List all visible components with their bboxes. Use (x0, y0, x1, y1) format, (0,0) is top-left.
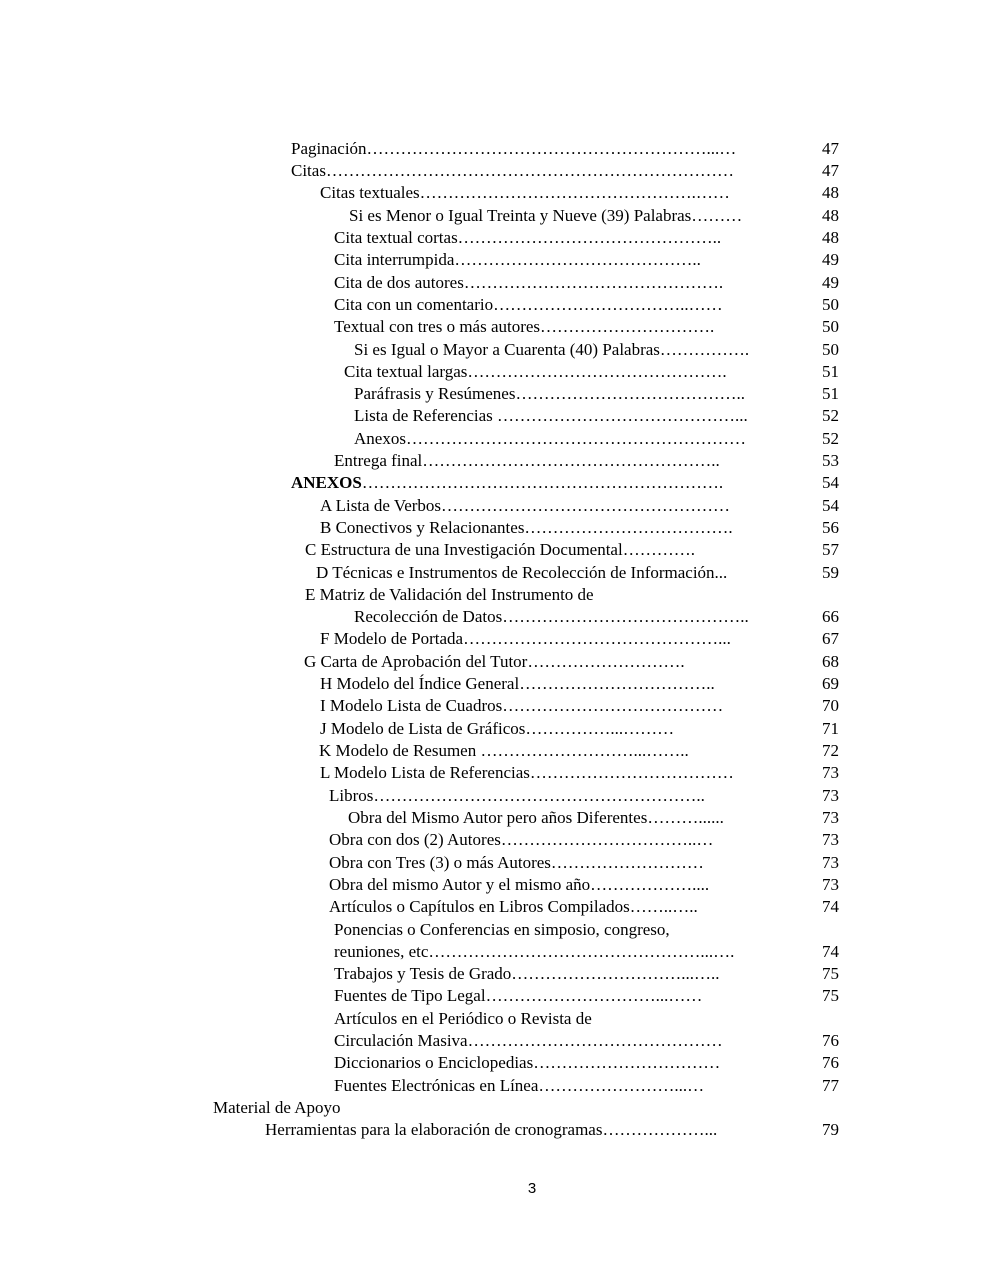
toc-entry-page: 53 (822, 451, 839, 470)
toc-entry-page: 50 (822, 317, 839, 336)
toc-entry (291, 161, 734, 181)
toc-entry-page: 47 (822, 139, 839, 158)
toc-entry (349, 206, 742, 226)
toc-entry (334, 451, 720, 471)
toc-entry-title: ANEXOS (291, 473, 362, 492)
toc-entry-page: 75 (822, 986, 839, 1005)
toc-entry-title: Recolección de Datos…………………………………….. (354, 607, 749, 626)
toc-entry-page: 74 (822, 897, 839, 916)
toc-entry-page: 68 (822, 652, 839, 671)
toc-entry (334, 250, 701, 270)
toc-entry-page: 47 (822, 161, 839, 180)
toc-entry-page: 54 (822, 496, 839, 515)
toc-entry-title: Artículos o Capítulos en Libros Compilados……..….. (329, 897, 698, 916)
toc-entry-page: 54 (822, 473, 839, 492)
toc-entry-page: 69 (822, 674, 839, 693)
toc-entry (320, 763, 734, 783)
toc-entry (316, 563, 727, 583)
toc-entry-title: J Modelo de Lista de Gráficos……………...……… (320, 719, 675, 738)
toc-entry-title: Ponencias o Conferencias en simposio, congreso, (334, 920, 670, 939)
toc-entry-page: 71 (822, 719, 839, 738)
toc-entry-title: Cita con un comentario……………………………..…… (334, 295, 723, 314)
toc-entry-page: 73 (822, 808, 839, 827)
toc-entry (320, 629, 731, 649)
toc-entry-title: Cita de dos autores………………………………………. (334, 273, 724, 292)
toc-entry-title: Si es Menor o Igual Treinta y Nueve (39) Palabras……… (349, 206, 743, 225)
toc-entry-title: Obra del mismo Autor y el mismo año……………….... (329, 875, 710, 894)
toc-entry-page: 73 (822, 875, 839, 894)
toc-entry-title: Obra con dos (2) Autores……………………………..… (329, 830, 714, 849)
toc-entry (265, 1120, 717, 1140)
toc-entry (320, 696, 723, 716)
toc-entry (334, 228, 721, 248)
toc-entry (334, 942, 734, 962)
toc-entry-page: 49 (822, 273, 839, 292)
toc-entry-page: 73 (822, 853, 839, 872)
toc-entry (213, 1098, 340, 1118)
toc-entry-page: 51 (822, 362, 839, 381)
toc-entry (329, 786, 705, 806)
toc-entry-title: Obra del Mismo Autor pero años Diferentes………...... (348, 808, 724, 827)
toc-entry (320, 496, 730, 516)
toc-entry (304, 652, 685, 672)
toc-entry-page: 57 (822, 540, 839, 559)
toc-entry-title: Entrega final…………………………………………….. (334, 451, 720, 470)
toc-entry-title: A Lista de Verbos…………………………………………… (320, 496, 731, 515)
toc-entry (320, 719, 674, 739)
toc-entry-page: 74 (822, 942, 839, 961)
toc-entry-title: Cita interrumpida…………………………………….. (334, 250, 701, 269)
toc-entry (334, 964, 720, 984)
toc-entry (354, 384, 745, 404)
toc-entry-title: Cita textual cortas……………………………………….. (334, 228, 722, 247)
toc-entry-title: Fuentes de Tipo Legal…………………………...…… (334, 986, 703, 1005)
toc-entry-page: 52 (822, 406, 839, 425)
toc-entry-page: 50 (822, 340, 839, 359)
toc-entry (329, 830, 713, 850)
toc-entry-title: Paginación……………………………………………………...… (291, 139, 737, 158)
toc-entry-page: 73 (822, 786, 839, 805)
toc-entry-page: 48 (822, 206, 839, 225)
toc-entry (354, 406, 748, 426)
toc-entry-page: 76 (822, 1031, 839, 1050)
toc-entry-title: Si es Igual o Mayor a Cuarenta (40) Palabras……………. (354, 340, 750, 359)
toc-entry-title: Libros………………………………………………….. (329, 786, 705, 805)
toc-entry-page: 76 (822, 1053, 839, 1072)
toc-entry-title: I Modelo Lista de Cuadros………………………………… (320, 696, 724, 715)
toc-entry-title: Diccionarios o Enciclopedias…………………………… (334, 1053, 721, 1072)
toc-entry (334, 986, 702, 1006)
page-number: 3 (527, 1180, 537, 1197)
toc-entry-page: 70 (822, 696, 839, 715)
toc-entry (305, 540, 695, 560)
toc-entry-page: 66 (822, 607, 839, 626)
toc-entry (344, 362, 727, 382)
toc-entry (320, 518, 733, 538)
toc-entry-title: F Modelo de Portada………………………………………... (320, 629, 731, 648)
toc-entry (354, 429, 746, 449)
toc-entry-title: reuniones, etc…………………………………………...…. (334, 942, 735, 961)
toc-entry-title: Textual con tres o más autores…………………………. (334, 317, 715, 336)
toc-entry (291, 473, 723, 493)
toc-entry-title: Artículos en el Periódico o Revista de (334, 1009, 592, 1028)
toc-entry-title: E Matriz de Validación del Instrumento de (305, 585, 594, 604)
toc-entry (329, 897, 698, 917)
toc-entry-page: 49 (822, 250, 839, 269)
toc-entry (334, 920, 670, 940)
toc-entry (291, 139, 736, 159)
toc-entry-page: 77 (822, 1076, 839, 1095)
toc-entry-page: 52 (822, 429, 839, 448)
toc-entry-title: L Modelo Lista de Referencias……………………………… (320, 763, 734, 782)
toc-entry-page: 73 (822, 830, 839, 849)
toc-entry-page: 51 (822, 384, 839, 403)
toc-entry-title: Paráfrasis y Resúmenes………………………………….. (354, 384, 745, 403)
toc-entry (334, 1009, 592, 1029)
toc-entry (320, 183, 730, 203)
toc-entry-page: 48 (822, 228, 839, 247)
toc-entry (354, 607, 749, 627)
toc-entry-title: Anexos…………………………………………………… (354, 429, 746, 448)
toc-entry-leader: ………………………………………………………. (361, 473, 724, 492)
toc-entry-page: 72 (822, 741, 839, 760)
toc-entry (334, 317, 714, 337)
toc-entry-title: Circulación Masiva……………………………………… (334, 1031, 723, 1050)
toc-entry-title: C Estructura de una Investigación Documental…………. (305, 540, 695, 559)
toc-entry-page: 48 (822, 183, 839, 202)
toc-entry (334, 1076, 704, 1096)
toc-entry (319, 741, 689, 761)
toc-entry-page: 79 (822, 1120, 839, 1139)
toc-entry (320, 674, 715, 694)
toc-entry (334, 273, 723, 293)
toc-entry-title: G Carta de Aprobación del Tutor………………………. (304, 652, 685, 671)
toc-entry-page: 75 (822, 964, 839, 983)
toc-entry-title: Lista de Referencias ……………………………………... (354, 406, 748, 425)
toc-entry-page: 56 (822, 518, 839, 537)
toc-entry (334, 1053, 720, 1073)
toc-entry-page: 67 (822, 629, 839, 648)
toc-entry (329, 875, 709, 895)
toc-entry-title: Citas textuales………………………………………….…… (320, 183, 730, 202)
toc-entry (354, 340, 749, 360)
toc-entry-title: H Modelo del Índice General…………………………….. (320, 674, 715, 693)
toc-entry-title: Material de Apoyo (213, 1098, 341, 1117)
toc-entry-title: D Técnicas e Instrumentos de Recolección de Información... (316, 563, 728, 582)
toc-entry-title: Citas……………………………………………………………… (291, 161, 734, 180)
toc-entry-title: Herramientas para la elaboración de cronogramas………………... (265, 1120, 718, 1139)
toc-entry-title: Trabajos y Tesis de Grado…………………………...….. (334, 964, 720, 983)
toc-entry (329, 853, 704, 873)
toc-entry-page: 50 (822, 295, 839, 314)
toc-entry-title: Fuentes Electrónicas en Línea……………………...… (334, 1076, 705, 1095)
toc-entry (334, 1031, 723, 1051)
toc-entry-page: 73 (822, 763, 839, 782)
toc-entry-title: B Conectivos y Relacionantes………………………………. (320, 518, 733, 537)
toc-entry-title: Cita textual largas………………………………………. (344, 362, 727, 381)
toc-entry (305, 585, 594, 605)
toc-entry (334, 295, 723, 315)
toc-entry-title: K Modelo de Resumen ………………………...…….. (319, 741, 689, 760)
toc-entry-title: Obra con Tres (3) o más Autores……………………… (329, 853, 704, 872)
toc-entry-page: 59 (822, 563, 839, 582)
toc-entry (348, 808, 724, 828)
